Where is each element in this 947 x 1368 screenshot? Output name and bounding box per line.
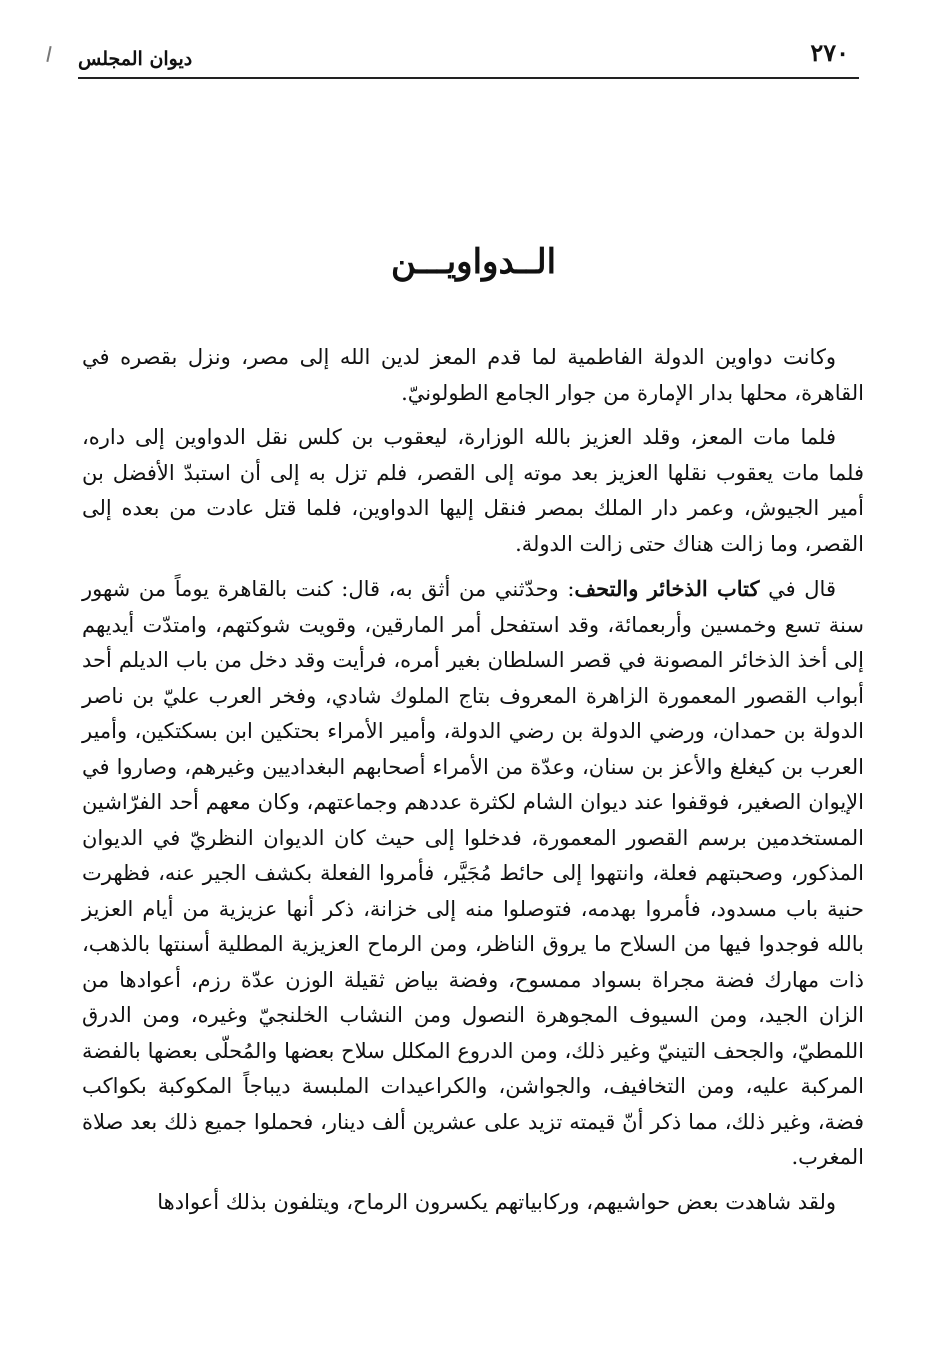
chapter-title: الــدواويـــن xyxy=(390,242,557,282)
header-rule xyxy=(78,77,859,79)
paragraph-2: فلما مات المعز، وقلد العزيز بالله الوزارة، ليعقوب بن كلس نقل الدواوين إلى داره، فلما مات يعقوب نقلها العزيز بعد موته إلى القصر، فلم تزل به إلى أن استبدّ الأفضل بن أمير الجيوش، وعمر دار الملك بمصر فنقل إليها الدواوين، فلما قتل عادت من بعده إلى القصر، وما زالت هناك حتى زالت الدولة. xyxy=(82,425,864,556)
paragraph-3-text: : وحدّثني من أثق به، قال: كنت بالقاهرة يوماً من شهور سنة تسع وخمسين وأربعمائة، وقد استفحل أمر المارقين، وقويت شوكتهم، وامتدّت أيديهم إلى أخذ الذخائر المصونة في قصر السلطان بغير أمره، فرأيت وقد دخل من باب الديلم أحد أبواب القصور المعمورة الزاهرة المعروف بتاج الملوك شادي، وفخر العرب عليّ بن ناصر الدولة بن حمدان، ورضي الدولة بن رضي الدولة، وأمير الأمراء بحتكين ابن بسكتكين، وأمير العرب بن كيغلغ والأعز بن سنان، وعدّة من الأمراء أصحابهم البغداديين وغيرهم، وصاروا في الإيوان الصغير، فوقفوا عند ديوان الشام لكثرة عددهم وجماعتهم، وكان معهم أحد الفرّاشين المستخدمين برسم القصور المعمورة، فدخلوا إلى حيث كان الديوان النظريّ في الديوان المذكور، وصحبتهم فعلة، وانتهوا إلى حائط مُجَيَّر، فأمروا الفعلة بكشف الجير عنه، فظهرت حنية باب مسدود، فأمروا بهدمه، فتوصلوا منه إلى خزانة، ذكر أنها عزيزية من أيام العزيز بالله فوجدوا فيها من السلاح ما يروق الناظر، ومن الرماح العزيزية المطلية أسنتها بالذهب، ذات مهارك فضة مجراة بسواد ممسوح، وفضة بياض ثقيلة الوزن عدّة رزم، أعوادها من الزان الجيد، ومن السيوف المجوهرة النصول ومن النشاب الخلنجيّ وغيره، ومن الدرق اللمطيّ، والجحف التينيّ وغير ذلك، ومن الدروع المكلل سلاح بعضها والمُحلّى بعضها بالفضة المركبة عليه، ومن التخافيف، والجواشن، والكراعيدات الملبسة ديباجاً المكوكبة بكواكب فضة، وغير ذلك، مما ذكر أنّ قيمته تزيد على عشرين ألف دينار، فحملوا جميع ذلك بعد صلاة المغرب. xyxy=(82,577,864,1169)
paragraph-4: ولقد شاهدت بعض حواشيهم، وركابياتهم يكسرون الرماح، ويتلفون بذلك أعوادها xyxy=(157,1189,836,1214)
page-header xyxy=(78,34,859,74)
paragraph-1: وكانت دواوين الدولة الفاطمية لما قدم المعز لدين الله إلى مصر، ونزل بقصره في القاهرة، محلها بدار الإمارة من جوار الجامع الطولونيّ. xyxy=(82,345,864,405)
body-text xyxy=(82,340,864,1220)
paragraph-3 xyxy=(82,571,864,1176)
margin-mark xyxy=(46,46,51,62)
running-head: ديوان المجلس xyxy=(78,48,193,70)
source-title: كتاب الذخائر والتحف xyxy=(574,576,760,601)
page-number: ٢٧٠ xyxy=(810,38,849,67)
paragraph-3-prefix: قال في xyxy=(759,577,836,601)
